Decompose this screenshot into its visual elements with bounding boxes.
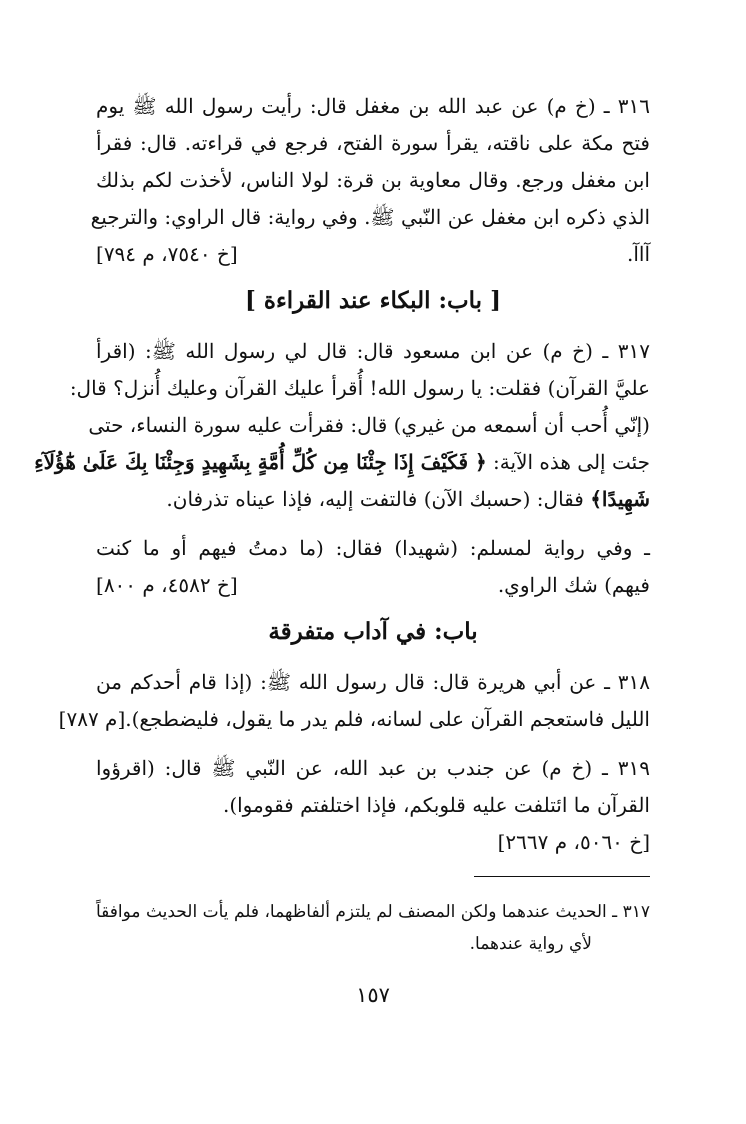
variant-text: فيهم) شك الراوي. <box>497 573 650 597</box>
hadith-line-with-reference <box>96 236 650 273</box>
hadith-reference: [م ٧٨٧] <box>58 707 126 731</box>
spacer <box>96 738 650 750</box>
footnote-text: ـ الحديث عندهما ولكن المصنف لم يلتزم ألفاظهما، فلم يأت الحديث موافقاً <box>96 902 618 922</box>
hadith-319 <box>96 750 650 861</box>
hadith-line: ابن مغفل ورجع. وقال معاوية بن قرة: لولا الناس، لأخذت لكم بذلك <box>96 168 650 192</box>
hadith-verse-line <box>96 481 650 518</box>
hadith-line: ٣١٨ ـ عن أبي هريرة قال: قال رسول الله ﷺ: (إذا قام أحدكم من <box>96 670 650 694</box>
hadith-verse-line <box>34 444 650 481</box>
hadith-line: عليَّ القرآن) فقلت: يا رسول الله! أُقرأ عليك القرآن وعليك أُنزل؟ قال: <box>69 376 650 400</box>
footnote-number: ٣١٧ <box>622 902 651 922</box>
hadith-line: فتح مكة على ناقته، يقرأ سورة الفتح، فرجع في قراءته. قال: فقرأ <box>96 131 650 155</box>
hadith-line: القرآن ما ائتلفت عليه قلوبكم، فإذا اختلفتم فقوموا). <box>222 793 650 817</box>
hadith-line: ٣١٧ ـ (خ م) عن ابن مسعود قال: قال لي رسول الله ﷺ: (اقرأ <box>96 339 650 363</box>
after-verse-text: فقال: (حسبك الآن) فالتفت إليه، فإذا عيناه تذرفان. <box>166 487 584 511</box>
hadith-318 <box>58 664 650 738</box>
hadith-reference: [خ ٧٥٤٠، م ٧٩٤] <box>96 242 238 266</box>
hadith-line: ٣١٦ ـ (خ م) عن عبد الله بن مغفل قال: رأيت رسول الله ﷺ يوم <box>96 94 650 118</box>
quran-verse-end: شَهِيدًا﴾ <box>590 487 650 511</box>
footnote-line <box>96 896 650 928</box>
hadith-line: ٣١٩ ـ (خ م) عن جندب بن عبد الله، عن النّبي ﷺ قال: (اقرؤوا <box>96 756 650 780</box>
hadith-text: الليل فاستعجم القرآن على لسانه، فلم يدر ما يقول، فليضطجع). <box>125 707 650 731</box>
footnote-line: لأي رواية عندهما. <box>469 934 592 954</box>
variant-line: ـ وفي رواية لمسلم: (شهيدا) فقال: (ما دمتُ فيهم أو ما كنت <box>96 536 650 560</box>
hadith-316 <box>90 88 650 273</box>
hadith-reference: [خ ٤٥٨٢، م ٨٠٠] <box>96 573 238 597</box>
page-number: ١٥٧ <box>356 983 390 1007</box>
hadith-reference: [خ ٥٠٦٠، م ٢٦٦٧] <box>497 830 650 854</box>
hadith-line: (إنّي أُحب أن أسمعه من غيري) قال: فقرأت عليه سورة النساء، حتى <box>88 413 650 437</box>
hadith-line: الذي ذكره ابن مغفل عن النّبي ﷺ. وفي رواية: قال الراوي: والترجيع <box>90 205 650 229</box>
quran-verse: ﴿ فَكَيْفَ إِذَا جِئْنَا مِن كُلِّ أُمَّةٍ بِشَهِيدٍ وَجِئْنَا بِكَ عَلَىٰ هَٰٓؤُلَآءِ <box>34 450 487 474</box>
hadith-text: آاآ. <box>626 242 650 266</box>
verse-intro: جئت إلى هذه الآية: <box>493 450 650 474</box>
hadith-317 <box>34 333 650 604</box>
chapter-heading-weeping: [ باب: البكاء عند القراءة ] <box>245 287 501 314</box>
hadith-line-with-reference <box>58 701 650 738</box>
spacer <box>96 518 650 530</box>
footnote-divider <box>474 876 650 877</box>
variant-line-with-reference <box>96 567 650 604</box>
chapter-heading-manners: باب: في آداب متفرقة <box>268 618 478 645</box>
footnote <box>96 896 650 960</box>
